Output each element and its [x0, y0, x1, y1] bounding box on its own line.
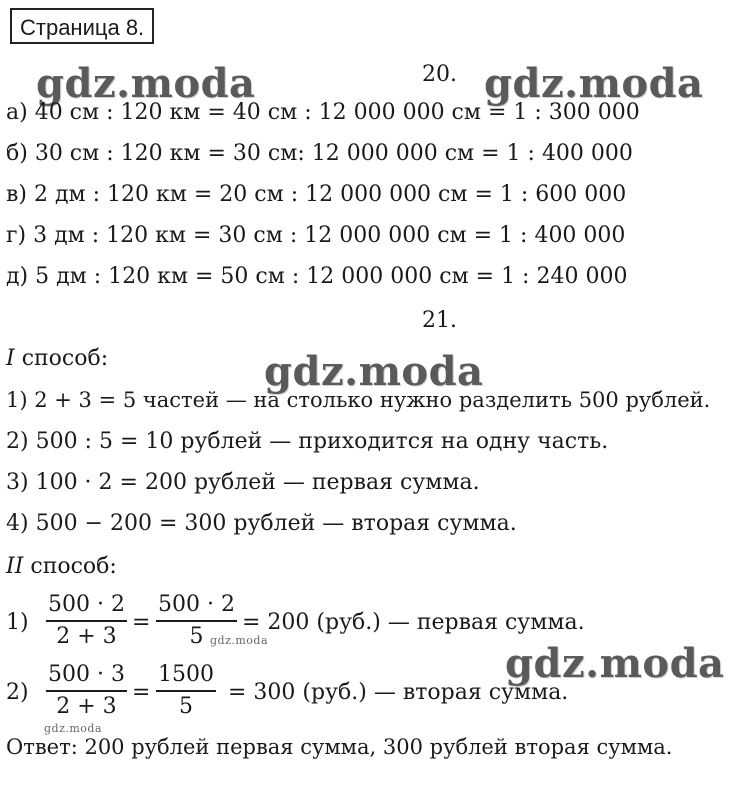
method-2-step-1	[6, 590, 746, 660]
method-1-step: 1) 2 + 3 = 5 частей — на столько нужно разделить 500 рублей.	[6, 388, 711, 412]
watermark-logo: gdz.moda	[44, 722, 103, 735]
method-1-step: 3) 100 · 2 = 200 рублей — первая сумма.	[6, 470, 480, 495]
equals-sign: =	[132, 680, 151, 705]
task-20-line: б) 30 см : 120 км = 30 см: 12 000 000 см = 1 : 400 000	[6, 141, 633, 166]
equals-sign: =	[132, 610, 151, 635]
fraction-denominator: 2 + 3	[56, 624, 117, 649]
task-20-line: в) 2 дм : 120 км = 20 см : 12 000 000 см = 1 : 600 000	[6, 182, 627, 207]
fraction-denominator: 5	[189, 624, 204, 649]
watermark-logo: gdz.moda	[36, 60, 256, 107]
fraction	[46, 660, 127, 722]
fraction-numerator: 500 · 2	[46, 590, 127, 622]
method-2-label: способ:	[23, 554, 117, 579]
fraction-numerator: 1500	[156, 660, 216, 692]
watermark-logo: gdz.moda	[505, 640, 725, 687]
fraction-numerator: 500 · 2	[156, 590, 237, 622]
step-result: = 200 (руб.) — первая сумма.	[242, 610, 585, 635]
method-2-step-2	[6, 660, 746, 730]
step-result: = 300 (руб.) — вторая сумма.	[228, 680, 569, 705]
task-20-line: д) 5 дм : 120 км = 50 см : 12 000 000 см = 1 : 240 000	[6, 264, 628, 289]
fraction	[156, 590, 237, 652]
fraction	[156, 660, 216, 722]
task-20-line: а) 40 см : 120 км = 40 см : 12 000 000 см = 1 : 300 000	[6, 100, 640, 125]
method-2-heading	[6, 554, 117, 579]
watermark-logo: gdz.moda	[210, 634, 269, 647]
task-20-line: г) 3 дм : 120 км = 30 см : 12 000 000 см = 1 : 400 000	[6, 223, 626, 248]
method-1-roman: I	[6, 346, 15, 371]
fraction	[46, 590, 127, 652]
step-prefix: 2)	[6, 680, 29, 705]
watermark-logo: gdz.moda	[264, 348, 484, 395]
fraction-denominator: 5	[179, 694, 193, 719]
task-20-number: 20.	[422, 62, 457, 87]
method-1-step: 2) 500 : 5 = 10 рублей — приходится на одну часть.	[6, 429, 609, 454]
step-prefix: 1)	[6, 610, 29, 635]
task-21-number: 21.	[422, 308, 457, 333]
method-1-step: 4) 500 − 200 = 300 рублей — вторая сумма.	[6, 511, 517, 536]
page-header: Страница 8.	[10, 8, 154, 44]
method-1-heading	[6, 346, 108, 371]
fraction-numerator: 500 · 3	[46, 660, 127, 692]
fraction-denominator: 2 + 3	[56, 694, 117, 719]
watermark-logo: gdz.moda	[484, 60, 704, 107]
answer-line: Ответ: 200 рублей первая сумма, 300 рублей вторая сумма.	[6, 735, 673, 759]
method-2-roman: II	[6, 554, 24, 579]
method-1-label: способ:	[14, 346, 109, 371]
